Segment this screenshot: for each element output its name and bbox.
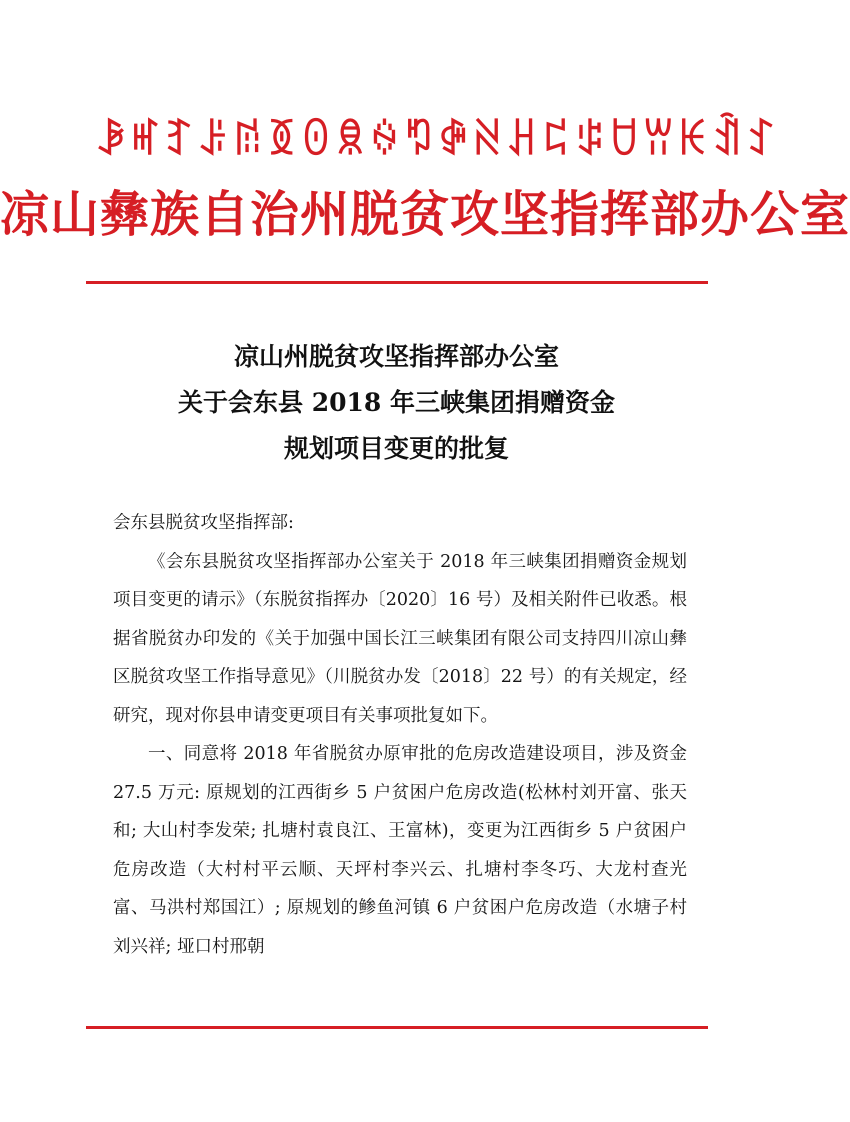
- body-paragraph-1: 《会东县脱贫攻坚指挥部办公室关于 2018 年三峡集团捐赠资金规划项目变更的请示》（东脱贫指挥办〔2020〕16 号）及相关附件已收悉。根据省脱贫办印发的《关于加强中国长江三峡集团有限公司支持四川凉山彝区脱贫攻坚工作指导意见》（川脱贫办发〔2018〕22 号）的有关规定，经研究，现对你县申请变更项目有关事项批复如下。: [113, 551, 687, 726]
- title-line-3: 规划项目变更的批复: [283, 434, 509, 463]
- title-line-2: 关于会东县 2018 年三峡集团捐赠资金: [178, 388, 615, 417]
- issuing-office-title: 凉山彝族自治州脱贫攻坚指挥部办公室: [0, 185, 850, 243]
- red-footer-rule: [86, 1026, 708, 1029]
- body-paragraph-2: 一、同意将 2018 年省脱贫办原审批的危房改造建设项目，涉及资金 27.5 万元: 原规划的江西街乡 5 户贫困户危房改造(松林村刘开富、张天和; 大山村李发荣; 扎塘村袁良江、王富林)，变更为江西街乡 5 户贫困户危房改造（大村村平云顺、天坪村李兴云、扎塘村李冬巧、大龙村查光富、马洪村郑国江）; 原规划的鲹鱼河镇 6 户贫困户危房改造（水塘子村刘兴祥; 垭口村邢朝: [113, 744, 687, 957]
- salutation: 会东县脱贫攻坚指挥部:: [113, 513, 294, 533]
- red-header-rule: [86, 281, 708, 284]
- yi-script-header: ꆃꎭꆈꌠꋓꅉꏿꌋꍈꑳꋤꋊꃅꁊꌒꇴꀕꀘꀉꉘ: [95, 118, 780, 164]
- document-title: [0, 334, 793, 472]
- title-line-1: 凉山州脱贫攻坚指挥部办公室: [233, 342, 559, 371]
- document-body: [113, 504, 687, 966]
